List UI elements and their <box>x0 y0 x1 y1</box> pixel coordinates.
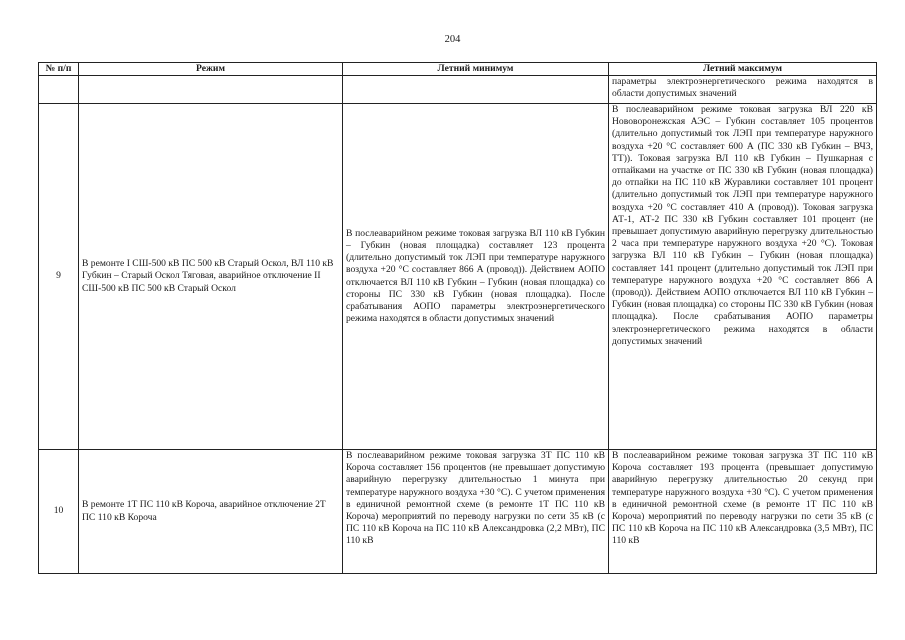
row-10-mode: В ремонте 1Т ПС 110 кВ Короча, аварийное отключение 2Т ПС 110 кВ Короча <box>79 450 343 574</box>
row-9-summer-max: В послеаварийном режиме токовая загрузка ВЛ 220 кВ Нововоронежская АЭС – Губкин составляет 105 процентов (длительно допустимый ток ЛЭП при температуре наружного воздуха +20 °С составляет 600 А (ПС 330 кВ Губкин – ВЧЗ, ТТ)). Токовая загрузка ВЛ 110 кВ Губкин – Пушкарная с отпайками на участке от ПС 330 кВ Губкин (новая площадка) до отпайки на ПС 110 кВ Журавлики составляет 101 процент (длительно допустимый ток ЛЭП при температуре наружного воздуха +20 °С составляет 410 А (провод)). Токовая загрузка АТ-1, АТ-2 ПС 330 кВ Губкин составляет 101 процент (не превышает допустимую аварийную перегрузку длительностью 2 часа при температуре наружного воздуха +20 °С). Токовая загрузка ВЛ 110 кВ Губкин – Губкин (новая площадка) составляет 141 процент (длительно допустимый ток ЛЭП при температуре наружного воздуха +20 °С составляет 866 А (провод)). Действием АОПО отключается ВЛ 110 кВ Губкин – Губкин (новая площадка) со стороны ПС 330 кВ Губкин (новая площадка). После срабатывания АОПО параметры электроэнергетического режима находятся в области допустимых значений <box>609 104 877 450</box>
row-9-mode: В ремонте I СШ-500 кВ ПС 500 кВ Старый Оскол, ВЛ 110 кВ Губкин – Старый Оскол Тяговая, аварийное отключение II СШ-500 кВ ПС 500 кВ Старый Оскол <box>79 104 343 450</box>
regime-table <box>38 62 877 574</box>
row-9-num: 9 <box>39 104 79 450</box>
header-mode: Режим <box>79 63 343 76</box>
table-header-row <box>39 63 877 76</box>
row-10-summer-max: В послеаварийном режиме токовая загрузка 3Т ПС 110 кВ Короча составляет 193 процента (превышает допустимую аварийную перегрузку длительностью 20 секунд при температуре наружного воздуха +30 °С). С учетом применения в единичной ремонтной схеме (в ремонте 1Т ПС 110 кВ Короча) мероприятий по переводу нагрузки по сети 35 кВ (с ПС 110 кВ Короча на ПС 110 кВ Александровка (3,5 МВт), ПС 110 кВ <box>609 450 877 574</box>
header-summer-max: Летний максимум <box>609 63 877 76</box>
table-row <box>39 450 877 574</box>
row-10-num: 10 <box>39 450 79 574</box>
row-continued-num <box>39 76 79 104</box>
header-summer-min: Летний минимум <box>343 63 609 76</box>
header-num: № п/п <box>39 63 79 76</box>
row-9-summer-min: В послеаварийном режиме токовая загрузка ВЛ 110 кВ Губкин – Губкин (новая площадка) составляет 123 процента (длительно допустимый ток ЛЭП при температуре наружного воздуха +20 °С составляет 866 А (провод)). Действием АОПО отключается ВЛ 110 кВ Губкин – Губкин (новая площадка) со стороны ПС 330 кВ Губкин (новая площадка). После срабатывания АОПО параметры электроэнергетического режима находятся в области допустимых значений <box>343 104 609 450</box>
row-continued-summer-max: параметры электроэнергетического режима находятся в области допустимых значений <box>609 76 877 104</box>
row-continued-summer-min <box>343 76 609 104</box>
row-continued-mode <box>79 76 343 104</box>
table-row <box>39 104 877 450</box>
page-number: 204 <box>444 34 461 45</box>
row-10-summer-min: В послеаварийном режиме токовая загрузка 3Т ПС 110 кВ Короча составляет 156 процентов (не превышает допустимую аварийную перегрузку длительностью 1 минута при температуре наружного воздуха +30 °С). С учетом применения в единичной ремонтной схеме (в ремонте 1Т ПС 110 кВ Короча) мероприятий по переводу нагрузки по сети 35 кВ (с ПС 110 кВ Короча на ПС 110 кВ Александровка (2,2 МВт), ПС 110 кВ <box>343 450 609 574</box>
table-row <box>39 76 877 104</box>
